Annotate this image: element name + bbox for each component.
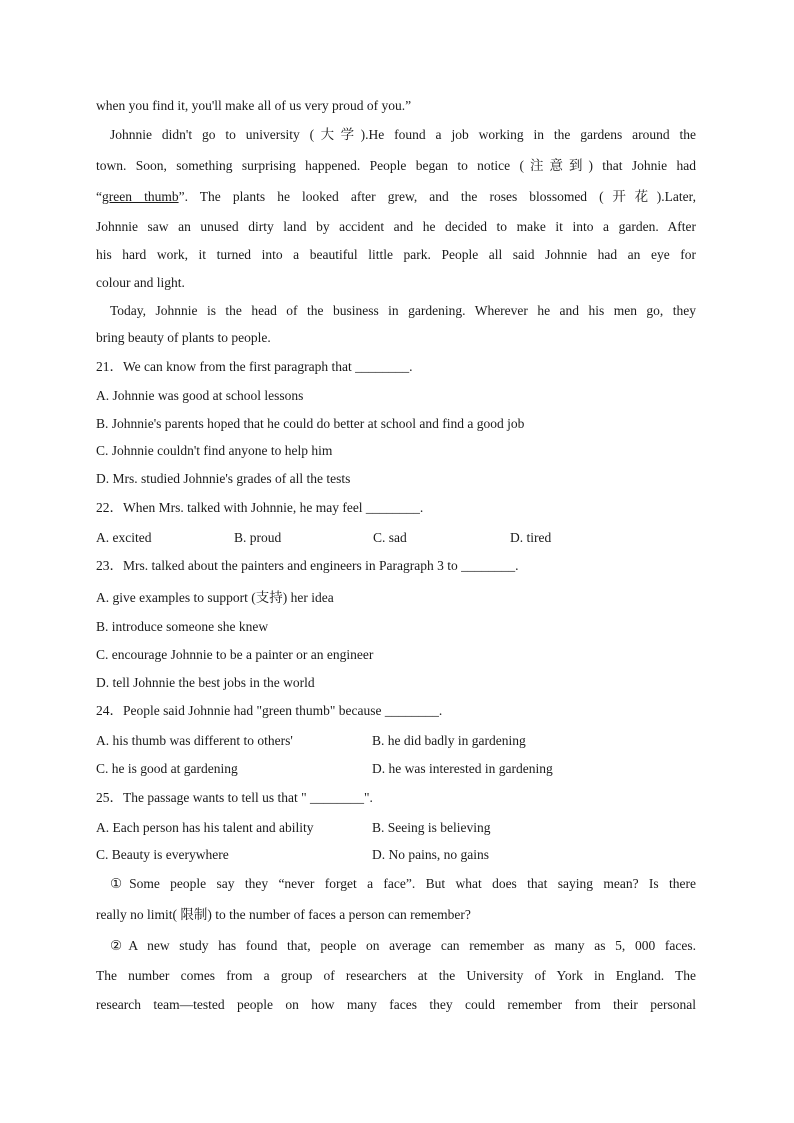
passage-line: The number comes from a group of researchers at the University of York in England. The [96,968,696,983]
answer-option: B. he did badly in gardening [372,733,526,748]
question-stem: 23．Mrs. talked about the painters and engineers in Paragraph 3 to ________. [96,558,519,573]
option-row [96,529,696,547]
option-row [96,732,696,750]
answer-option: D. No pains, no gains [372,847,489,862]
answer-option: D. tell Johnnie the best jobs in the world [96,675,315,690]
answer-option: B. Johnnie's parents hoped that he could do better at school and find a good job [96,416,525,431]
question-stem: 25．The passage wants to tell us that " ________". [96,790,373,805]
passage-line: Johnnie didn't go to university (大学).He found a job working in the gardens around the [110,127,696,142]
passage-line: colour and light. [96,275,185,290]
answer-option: B. Seeing is believing [372,820,491,835]
passage-line: when you find it, you'll make all of us very proud of you.” [96,98,412,113]
answer-option: A. Each person has his talent and ability [96,820,314,835]
passage-line: town. Soon, something surprising happened. People began to notice (注意到) that Johnie had [96,158,696,173]
option-row [96,760,696,778]
answer-option: C. Beauty is everywhere [96,847,229,862]
passage-line: his hard work, it turned into a beautiful little park. People all said Johnnie had an eye for [96,247,696,262]
answer-option: B. introduce someone she knew [96,619,269,634]
answer-option: D. Mrs. studied Johnnie's grades of all the tests [96,471,351,486]
answer-option: A. excited [96,530,152,545]
passage-line: research team—tested people on how many faces they could remember from their personal [96,997,696,1012]
answer-option: C. encourage Johnnie to be a painter or an engineer [96,647,374,662]
answer-option: C. he is good at gardening [96,761,238,776]
passage-line: really no limit( 限制) to the number of faces a person can remember? [96,907,471,922]
passage-line: ②A new study has found that, people on average can remember as many as 5, 000 faces. [110,938,696,953]
question-stem: 24．People said Johnnie had "green thumb" because ________. [96,703,443,718]
passage-line: bring beauty of plants to people. [96,330,271,345]
answer-option: B. proud [234,530,282,545]
passage-text: ”. The plants he looked after grew, and the roses blossomed (开花).Later, [178,189,696,204]
quote-mark: “ [96,189,102,204]
answer-option: A. his thumb was different to others' [96,733,293,748]
question-stem: 21．We can know from the first paragraph that ________. [96,359,413,374]
underlined-phrase: green thumb [102,189,179,204]
answer-option: C. Johnnie couldn't find anyone to help him [96,443,333,458]
question-stem: 22．When Mrs. talked with Johnnie, he may feel ________. [96,500,424,515]
passage-line [96,188,696,206]
passage-line: Today, Johnnie is the head of the business in gardening. Wherever he and his men go, they [110,303,696,318]
option-row [96,819,696,837]
answer-option: C. sad [373,530,407,545]
passage-line: ①Some people say they “never forget a face”. But what does that saying mean? Is there [110,876,696,891]
answer-option: A. give examples to support (支持) her idea [96,590,334,605]
answer-option: D. he was interested in gardening [372,761,553,776]
answer-option: A. Johnnie was good at school lessons [96,388,304,403]
passage-line: Johnnie saw an unused dirty land by accident and he decided to make it into a garden. After [96,219,696,234]
answer-option: D. tired [510,530,552,545]
option-row [96,846,696,864]
